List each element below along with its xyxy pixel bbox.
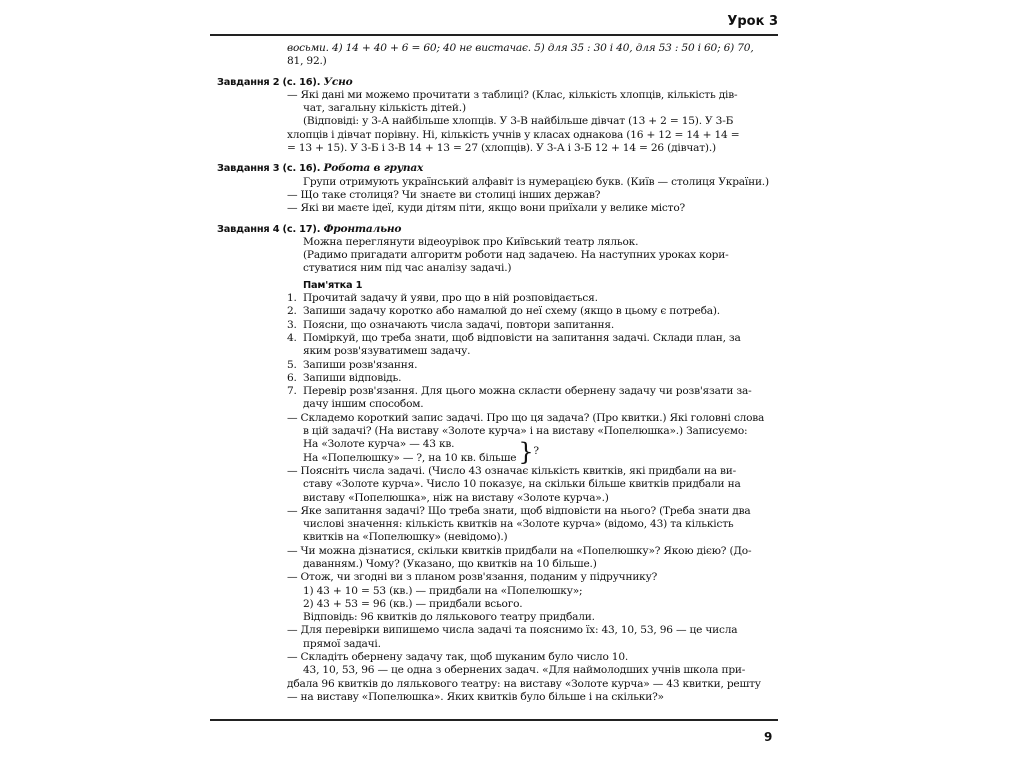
task-heading	[217, 162, 777, 175]
memo-item	[217, 385, 777, 398]
dialog-line: — Складемо короткий запис задачі. Про що ця задача? (Про квитки.) Які головні слова	[287, 411, 765, 424]
brace-icon: }	[518, 437, 534, 466]
memo-item-number: 4.	[287, 331, 297, 344]
page-content	[217, 42, 777, 704]
memo-item-text: Поміркуй, що треба знати, щоб відповісти на запитання задачі. Склади план, за	[303, 331, 741, 344]
dialog-line: — Для перевірки випишемо числа задачі та пояснимо їх: 43, 10, 53, 96 — це числа	[287, 624, 738, 637]
dialog-line: — на виставу «Попелюшка». Яких квитків було більше і на скільки?»	[287, 690, 664, 703]
memo-title: Пам'ятка 1	[303, 279, 363, 291]
memo-item-text: Запиши задачу коротко або намалюй до неї схему (якщо в цьому є потреба).	[303, 305, 720, 318]
memo-list	[217, 292, 777, 412]
task-heading	[217, 76, 777, 89]
intro-line: 81, 92.)	[287, 55, 327, 68]
answer-line: хлопців і дівчат порівну. Ні, кількість учнів у класах однакова (16 + 12 = 14 + 14 =	[287, 128, 740, 141]
text-line: стуватися ним під час аналізу задачі.)	[303, 262, 512, 275]
brace-question: ?	[533, 444, 539, 457]
dialog-line: прямої задачі.	[303, 637, 381, 650]
memo-item	[217, 332, 777, 345]
question-line: чат, загальну кількість дітей.)	[303, 102, 466, 115]
memo-item-text: яким розв'язуватимеш задачу.	[303, 345, 471, 358]
memo-item-text: Поясни, що означають числа задачі, повтори запитання.	[303, 318, 615, 331]
dialog-line: дбала 96 квитків до лялькового театру: на виставу «Золоте курча» — 43 квитки, решту	[287, 677, 761, 690]
lesson-title: Урок 3	[727, 14, 778, 29]
short-record-line: На «Золоте курча» — 43 кв.	[303, 438, 455, 451]
dialog-line: в цій задачі? (На виставу «Золоте курча» і на виставу «Попелюшка».) Записуємо:	[303, 425, 748, 438]
answer-line: Відповідь: 96 квитків до лялькового театру придбали.	[303, 611, 595, 624]
short-record-line: На «Попелюшку» — ?, на 10 кв. більше	[303, 451, 517, 464]
question-line: — Які дані ми можемо прочитати з таблиці? (Клас, кількість хлопців, кількість дів-	[287, 88, 738, 101]
solution-step: 1) 43 + 10 = 53 (кв.) — придбали на «Попелюшку»;	[303, 584, 583, 597]
memo-item-number: 2.	[287, 305, 297, 318]
dialog-line: — Поясніть числа задачі. (Число 43 означає кількість квитків, які придбали на ви-	[287, 464, 737, 477]
header-rule	[210, 34, 778, 36]
dialog-line: виставу «Попелюшка», ніж на виставу «Золоте курча».)	[303, 491, 609, 504]
short-record	[217, 438, 777, 465]
dialog-line: — Складіть обернену задачу так, щоб шуканим було число 10.	[287, 651, 629, 664]
memo-item	[217, 359, 777, 372]
memo-item-text: Прочитай задачу й уяви, про що в ній розповідається.	[303, 292, 598, 305]
memo-item-number: 3.	[287, 318, 297, 331]
question-line: — Які ви маєте ідеї, куди дітям піти, якщо вони приїхали у велике місто?	[287, 202, 685, 215]
memo-item-number: 1.	[287, 292, 297, 305]
task-mode: Усно	[323, 75, 353, 88]
memo-item	[217, 319, 777, 332]
text-line: Можна переглянути відеоурівок про Київський театр ляльок.	[303, 235, 639, 248]
dialog-line: ставу «Золоте курча». Число 10 показує, на скільки більше квитків придбали на	[303, 478, 741, 491]
memo-item-number: 5.	[287, 358, 297, 371]
task-label: Завдання 2 (с. 16).	[217, 76, 321, 88]
text-line: (Радимо пригадати алгоритм роботи над задачею. На наступних уроках кори-	[303, 249, 729, 262]
task-heading	[217, 223, 777, 236]
dialog-line: даванням.) Чому? (Указано, що квитків на 10 більше.)	[303, 557, 597, 570]
solution-step: 2) 43 + 53 = 96 (кв.) — придбали всього.	[303, 597, 523, 610]
task-label: Завдання 4 (с. 17).	[217, 223, 321, 235]
task-mode: Фронтально	[323, 222, 402, 235]
memo-item-text: Запиши розв'язання.	[303, 358, 418, 371]
dialog-line: — Отож, чи згодні ви з планом розв'язання, поданим у підручнику?	[287, 571, 658, 584]
footer-rule	[210, 719, 778, 721]
memo-item	[217, 292, 777, 305]
dialog-line: — Яке запитання задачі? Що треба знати, щоб відповісти на нього? (Треба знати два	[287, 504, 751, 517]
intro-line: восьми. 4) 14 + 40 + 6 = 60; 40 не вистачає. 5) для 35 : 30 і 40, для 53 : 50 і 60; 6) 70,	[287, 42, 754, 54]
answer-line: (Відповіді: у 3-А найбільше хлопців. У 3-В найбільше дівчат (13 + 2 = 15). У 3-Б	[303, 115, 734, 128]
memo-item	[217, 345, 777, 358]
memo-item-text: дачу іншим способом.	[303, 398, 424, 411]
memo-item-number: 7.	[287, 385, 297, 398]
memo-item-text: Перевір розв'язання. Для цього можна скласти обернену задачу чи розв'язати за-	[303, 385, 752, 398]
memo-item	[217, 398, 777, 411]
memo-item	[217, 305, 777, 318]
dialog-line: квитків на «Попелюшку» (невідомо).)	[303, 531, 508, 544]
dialog-line: — Чи можна дізнатися, скільки квитків придбали на «Попелюшку»? Якою дією? (До-	[287, 544, 752, 557]
dialog-line: числові значення: кількість квитків на «Золоте курча» (відомо, 43) та кількість	[303, 518, 734, 531]
answer-line: = 13 + 15). У 3-Б і 3-В 14 + 13 = 27 (хлопців). У 3-А і 3-Б 12 + 14 = 26 (дівчат).)	[287, 142, 716, 155]
page-header	[210, 10, 778, 35]
memo-item-number: 6.	[287, 371, 297, 384]
text-line: Групи отримують український алфавіт із нумерацією букв. (Київ — столиця України.)	[303, 175, 769, 188]
question-line: — Що таке столиця? Чи знаєте ви столиці інших держав?	[287, 188, 601, 201]
memo-item-text: Запиши відповідь.	[303, 371, 402, 384]
memo-item	[217, 372, 777, 385]
page-number: 9	[764, 730, 773, 744]
task-label: Завдання 3 (с. 16).	[217, 163, 321, 175]
task-mode: Робота в групах	[323, 162, 424, 175]
dialog-line: 43, 10, 53, 96 — це одна з обернених задач. «Для наймолодших учнів школа при-	[303, 664, 746, 677]
